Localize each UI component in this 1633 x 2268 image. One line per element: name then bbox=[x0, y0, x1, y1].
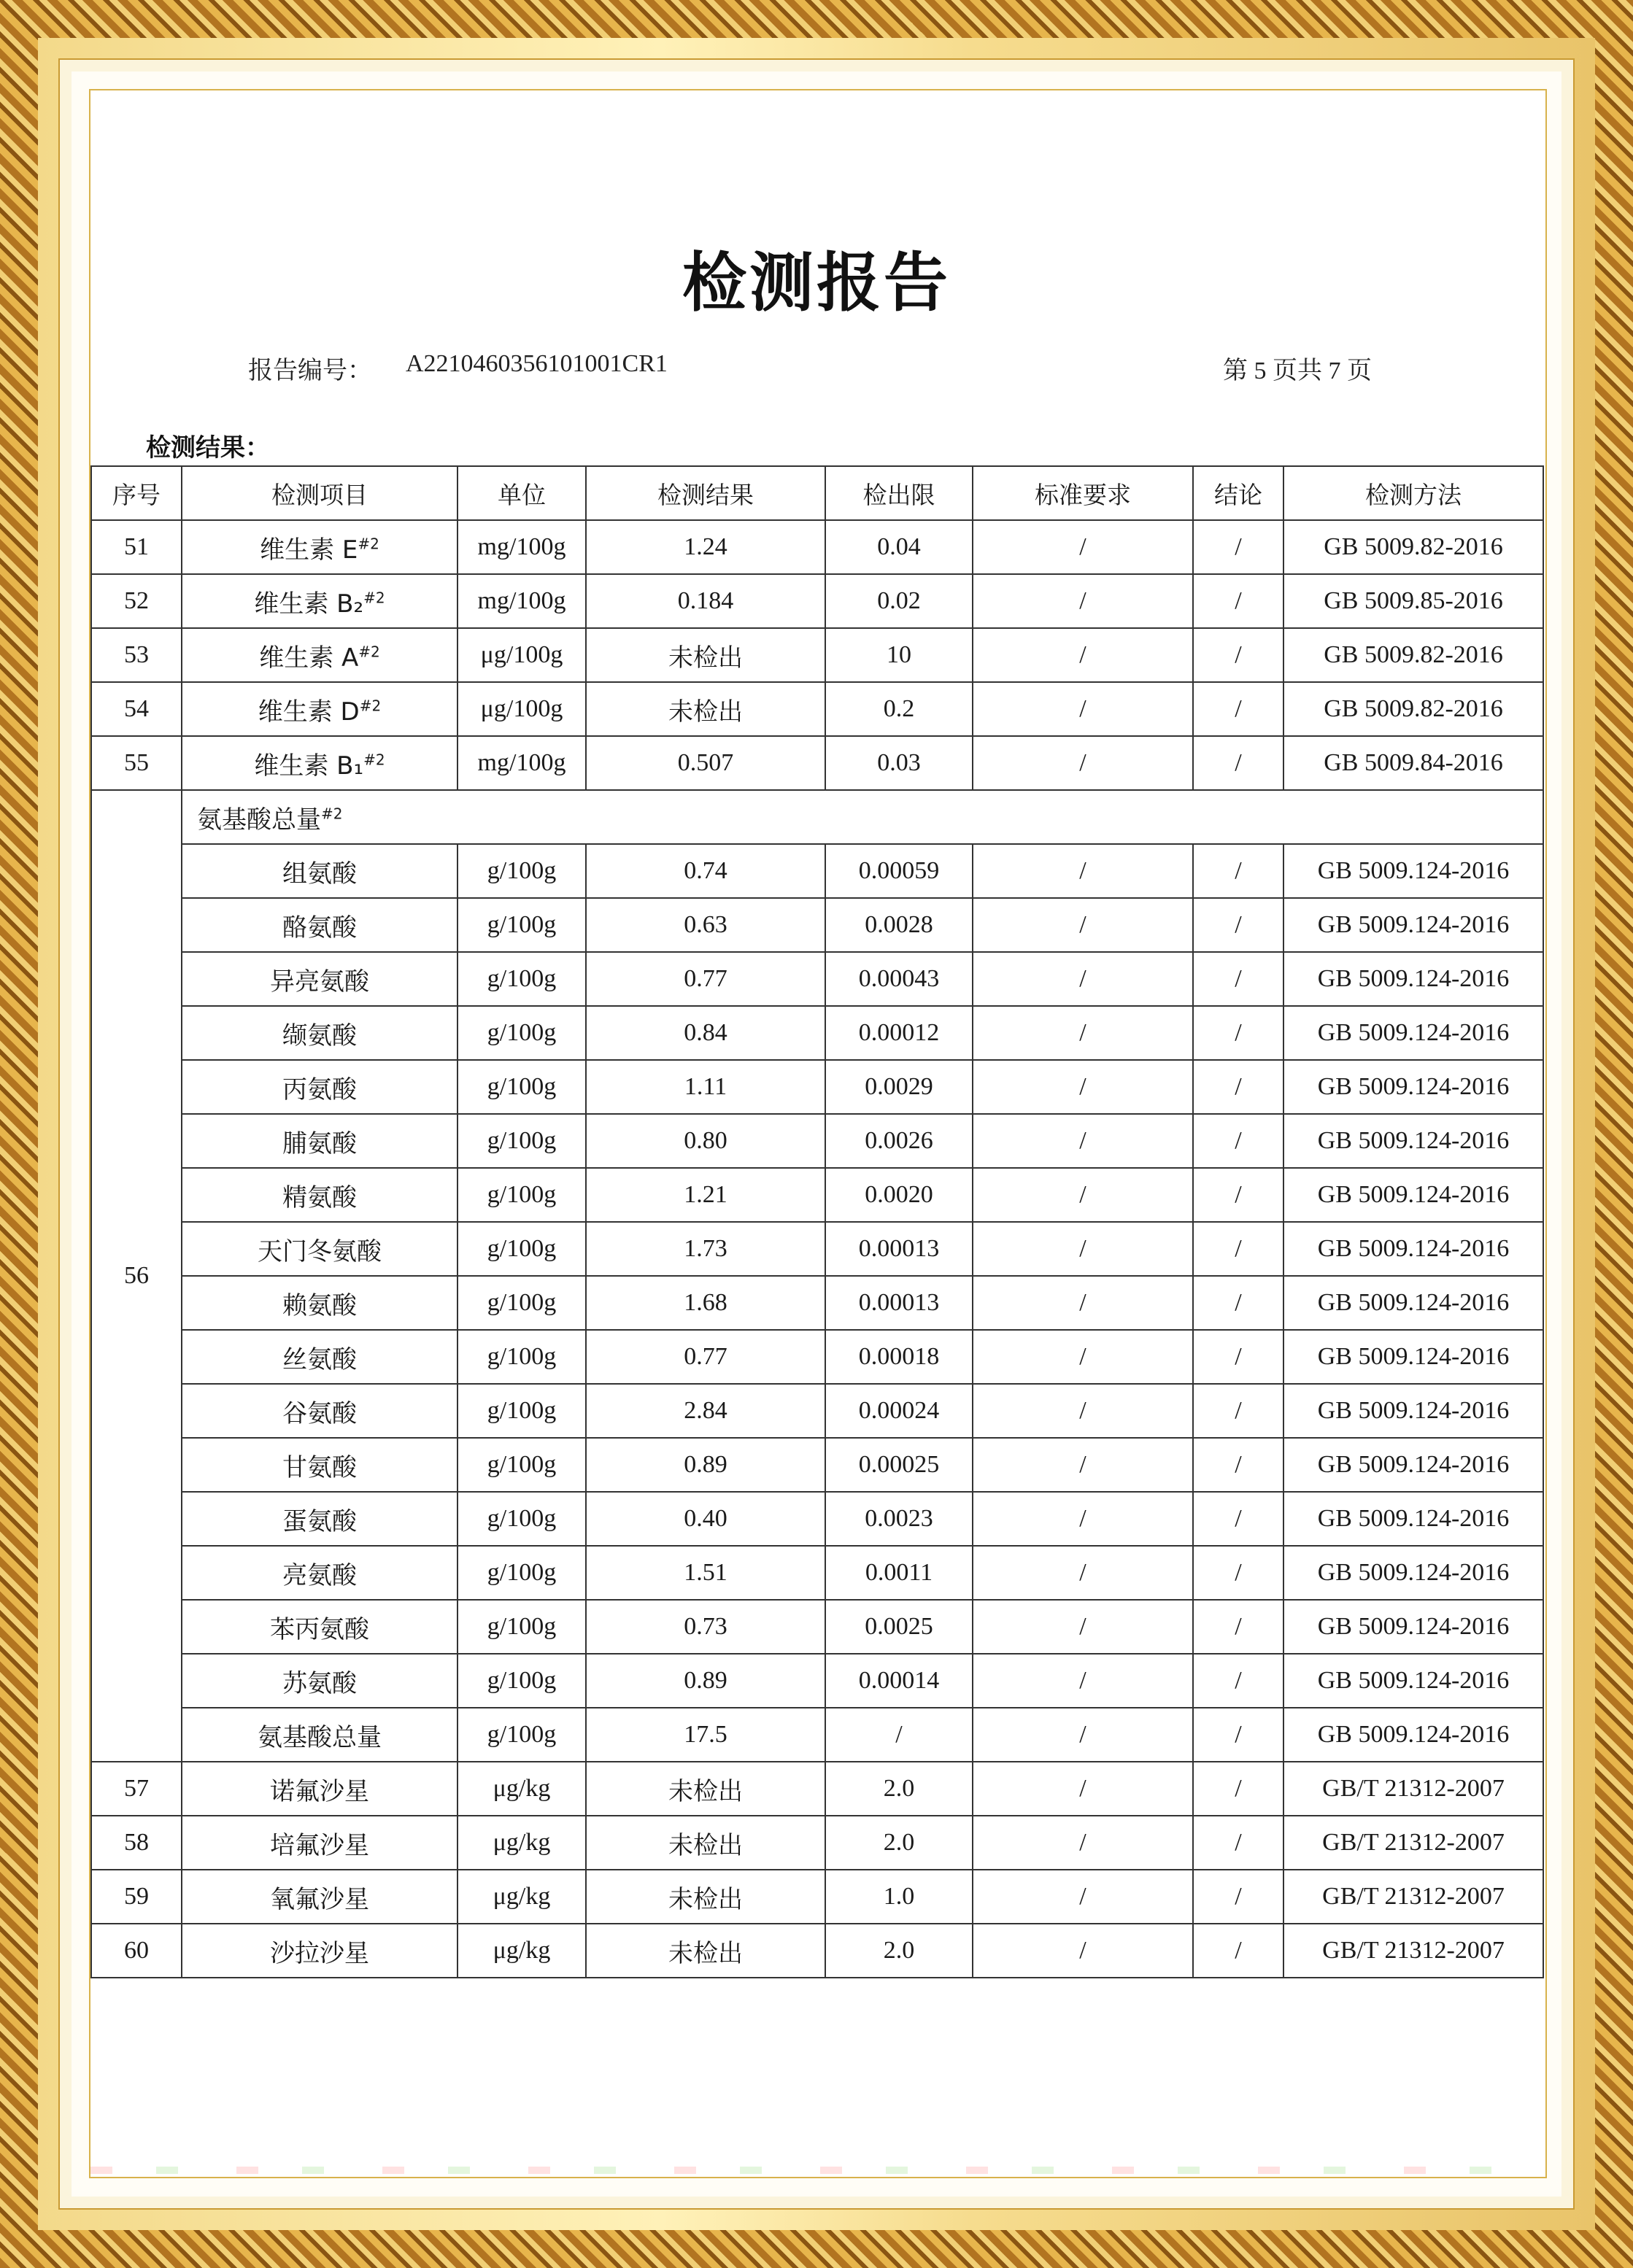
table-row bbox=[91, 1924, 1543, 1978]
table-header-row bbox=[91, 466, 1543, 520]
cell-item bbox=[182, 1708, 458, 1762]
cell-result: 未检出 bbox=[586, 1870, 825, 1924]
cell-conclusion: / bbox=[1193, 1708, 1283, 1762]
item-name: 氨基酸总量 bbox=[258, 1722, 382, 1752]
cell-unit: g/100g bbox=[458, 1600, 586, 1654]
cell-unit: g/100g bbox=[458, 898, 586, 952]
cell-item bbox=[182, 1114, 458, 1168]
cell-unit: μg/100g bbox=[458, 628, 586, 682]
cell-no: 55 bbox=[91, 736, 182, 790]
cell-no: 56 bbox=[91, 790, 182, 1762]
table-row bbox=[91, 736, 1543, 790]
item-name: 赖氨酸 bbox=[282, 1290, 357, 1320]
cell-conclusion: / bbox=[1193, 1384, 1283, 1438]
cell-method: GB 5009.124-2016 bbox=[1283, 1708, 1543, 1762]
cell-method: GB 5009.124-2016 bbox=[1283, 952, 1543, 1006]
cell-conclusion: / bbox=[1193, 1762, 1283, 1816]
cell-requirement: / bbox=[973, 1006, 1193, 1060]
cell-conclusion: / bbox=[1193, 628, 1283, 682]
cell-item bbox=[182, 1222, 458, 1276]
report-number-label: 报告编号： bbox=[248, 357, 372, 384]
item-name: 苯丙氨酸 bbox=[270, 1614, 369, 1644]
cell-requirement: / bbox=[973, 1708, 1193, 1762]
cell-limit: 2.0 bbox=[825, 1762, 973, 1816]
cell-result: 0.63 bbox=[586, 898, 825, 952]
table-body bbox=[91, 520, 1543, 1978]
item-name: 培氟沙星 bbox=[270, 1830, 369, 1860]
item-footnote-mark: #2 bbox=[358, 643, 380, 661]
cell-unit: g/100g bbox=[458, 1168, 586, 1222]
cell-unit: g/100g bbox=[458, 1438, 586, 1492]
cell-requirement: / bbox=[973, 1600, 1193, 1654]
table-row bbox=[91, 1060, 1543, 1114]
cell-conclusion: / bbox=[1193, 1654, 1283, 1708]
item-name: 脯氨酸 bbox=[282, 1129, 357, 1158]
cell-conclusion: / bbox=[1193, 736, 1283, 790]
cell-item bbox=[182, 1654, 458, 1708]
cell-result: 0.80 bbox=[586, 1114, 825, 1168]
cell-unit: g/100g bbox=[458, 844, 586, 898]
cell-method: GB 5009.124-2016 bbox=[1283, 1114, 1543, 1168]
table-row bbox=[91, 520, 1543, 574]
cell-limit: 0.0026 bbox=[825, 1114, 973, 1168]
cell-requirement: / bbox=[973, 1654, 1193, 1708]
cell-item bbox=[182, 1060, 458, 1114]
cell-unit: g/100g bbox=[458, 1222, 586, 1276]
table-row bbox=[91, 1762, 1543, 1816]
page-indicator: 第 5 页共 7 页 bbox=[1223, 357, 1372, 384]
cell-item bbox=[182, 1330, 458, 1384]
cell-item bbox=[182, 520, 458, 574]
cell-limit: 2.0 bbox=[825, 1924, 973, 1978]
table-row bbox=[91, 898, 1543, 952]
cell-limit: 1.0 bbox=[825, 1870, 973, 1924]
item-name: 天门冬氨酸 bbox=[258, 1236, 382, 1266]
cell-method: GB 5009.124-2016 bbox=[1283, 1492, 1543, 1546]
cell-limit: 0.0023 bbox=[825, 1492, 973, 1546]
cell-unit: g/100g bbox=[458, 1492, 586, 1546]
cell-limit: 0.0020 bbox=[825, 1168, 973, 1222]
item-name: 酪氨酸 bbox=[282, 913, 357, 943]
cell-item bbox=[182, 1924, 458, 1978]
item-footnote-mark: #2 bbox=[363, 589, 385, 607]
cell-no: 60 bbox=[91, 1924, 182, 1978]
cell-method: GB 5009.124-2016 bbox=[1283, 1330, 1543, 1384]
cell-no: 59 bbox=[91, 1870, 182, 1924]
cell-requirement: / bbox=[973, 952, 1193, 1006]
item-footnote-mark: #2 bbox=[359, 697, 382, 715]
cell-limit: 0.0025 bbox=[825, 1600, 973, 1654]
cell-unit: mg/100g bbox=[458, 520, 586, 574]
cell-conclusion: / bbox=[1193, 574, 1283, 628]
cell-method: GB 5009.124-2016 bbox=[1283, 898, 1543, 952]
cell-item bbox=[182, 1006, 458, 1060]
table-row bbox=[91, 952, 1543, 1006]
item-name: 精氨酸 bbox=[282, 1183, 357, 1212]
group-title-text: 氨基酸总量 bbox=[197, 805, 321, 835]
table-row bbox=[91, 1222, 1543, 1276]
cell-unit: mg/100g bbox=[458, 574, 586, 628]
cell-conclusion: / bbox=[1193, 1006, 1283, 1060]
section-heading: 检测结果： bbox=[146, 433, 270, 462]
cell-requirement: / bbox=[973, 1330, 1193, 1384]
cell-method: GB/T 21312-2007 bbox=[1283, 1870, 1543, 1924]
cell-limit: 0.02 bbox=[825, 574, 973, 628]
cell-limit: 0.00043 bbox=[825, 952, 973, 1006]
cell-unit: μg/kg bbox=[458, 1816, 586, 1870]
cell-unit: g/100g bbox=[458, 1708, 586, 1762]
cell-limit: 0.03 bbox=[825, 736, 973, 790]
cell-conclusion: / bbox=[1193, 1870, 1283, 1924]
cell-unit: g/100g bbox=[458, 952, 586, 1006]
cell-limit: 0.00014 bbox=[825, 1654, 973, 1708]
cell-item bbox=[182, 844, 458, 898]
cell-method: GB 5009.124-2016 bbox=[1283, 1654, 1543, 1708]
cell-unit: μg/kg bbox=[458, 1762, 586, 1816]
cell-method: GB 5009.124-2016 bbox=[1283, 1600, 1543, 1654]
cell-method: GB 5009.82-2016 bbox=[1283, 520, 1543, 574]
cell-conclusion: / bbox=[1193, 520, 1283, 574]
table-row bbox=[91, 1600, 1543, 1654]
cell-conclusion: / bbox=[1193, 1816, 1283, 1870]
item-name: 诺氟沙星 bbox=[270, 1776, 369, 1806]
cell-item bbox=[182, 1276, 458, 1330]
item-name: 组氨酸 bbox=[282, 859, 357, 889]
table-row bbox=[91, 844, 1543, 898]
cell-unit: g/100g bbox=[458, 1276, 586, 1330]
cell-limit: 0.00013 bbox=[825, 1222, 973, 1276]
cell-conclusion: / bbox=[1193, 844, 1283, 898]
cell-method: GB 5009.124-2016 bbox=[1283, 1006, 1543, 1060]
item-name: 丝氨酸 bbox=[282, 1344, 357, 1374]
cell-unit: μg/kg bbox=[458, 1924, 586, 1978]
header-col-no: 序号 bbox=[91, 466, 182, 520]
cell-result: 未检出 bbox=[586, 628, 825, 682]
cell-result: 0.73 bbox=[586, 1600, 825, 1654]
cell-requirement: / bbox=[973, 1276, 1193, 1330]
cell-no: 51 bbox=[91, 520, 182, 574]
item-name: 维生素 B₂ bbox=[254, 589, 364, 619]
group-footnote-mark: #2 bbox=[321, 805, 343, 823]
cell-requirement: / bbox=[973, 1114, 1193, 1168]
cell-method: GB 5009.82-2016 bbox=[1283, 682, 1543, 736]
item-name: 维生素 E bbox=[260, 535, 358, 565]
cell-conclusion: / bbox=[1193, 1924, 1283, 1978]
table-row bbox=[91, 1114, 1543, 1168]
cell-item bbox=[182, 1168, 458, 1222]
cell-conclusion: / bbox=[1193, 1114, 1283, 1168]
cell-conclusion: / bbox=[1193, 1438, 1283, 1492]
cell-limit: 10 bbox=[825, 628, 973, 682]
report-number: A2210460356101001CR1 bbox=[406, 350, 668, 377]
cell-item bbox=[182, 1438, 458, 1492]
cell-method: GB/T 21312-2007 bbox=[1283, 1762, 1543, 1816]
cell-item bbox=[182, 1600, 458, 1654]
cell-result: 未检出 bbox=[586, 682, 825, 736]
cell-unit: g/100g bbox=[458, 1546, 586, 1600]
cell-method: GB/T 21312-2007 bbox=[1283, 1816, 1543, 1870]
item-name: 蛋氨酸 bbox=[282, 1506, 357, 1536]
table-row bbox=[91, 1492, 1543, 1546]
cell-result: 0.77 bbox=[586, 952, 825, 1006]
cell-method: GB 5009.124-2016 bbox=[1283, 1222, 1543, 1276]
table-row bbox=[91, 1708, 1543, 1762]
cell-result: 未检出 bbox=[586, 1816, 825, 1870]
cell-result: 未检出 bbox=[586, 1924, 825, 1978]
header-col-item: 检测项目 bbox=[182, 466, 458, 520]
cell-no: 52 bbox=[91, 574, 182, 628]
cell-item bbox=[182, 628, 458, 682]
cell-method: GB 5009.124-2016 bbox=[1283, 844, 1543, 898]
cell-limit: 0.0029 bbox=[825, 1060, 973, 1114]
item-name: 苏氨酸 bbox=[282, 1668, 357, 1698]
cell-result: 0.507 bbox=[586, 736, 825, 790]
cell-requirement: / bbox=[973, 898, 1193, 952]
cell-limit: 0.00013 bbox=[825, 1276, 973, 1330]
cell-no: 58 bbox=[91, 1816, 182, 1870]
cell-requirement: / bbox=[973, 682, 1193, 736]
cell-requirement: / bbox=[973, 1168, 1193, 1222]
cell-unit: g/100g bbox=[458, 1060, 586, 1114]
cell-result: 0.74 bbox=[586, 844, 825, 898]
item-name: 亮氨酸 bbox=[282, 1560, 357, 1590]
table-row bbox=[91, 1654, 1543, 1708]
cell-limit: 2.0 bbox=[825, 1816, 973, 1870]
cell-item bbox=[182, 574, 458, 628]
item-name: 谷氨酸 bbox=[282, 1398, 357, 1428]
cell-item bbox=[182, 1546, 458, 1600]
cell-result: 1.73 bbox=[586, 1222, 825, 1276]
cell-requirement: / bbox=[973, 520, 1193, 574]
item-name: 氧氟沙星 bbox=[270, 1884, 369, 1914]
cell-item bbox=[182, 1762, 458, 1816]
cell-requirement: / bbox=[973, 1762, 1193, 1816]
item-footnote-mark: #2 bbox=[358, 535, 379, 553]
cell-item bbox=[182, 1870, 458, 1924]
header-col-requirement: 标准要求 bbox=[973, 466, 1193, 520]
cell-method: GB 5009.124-2016 bbox=[1283, 1276, 1543, 1330]
cell-requirement: / bbox=[973, 1384, 1193, 1438]
cell-result: 0.40 bbox=[586, 1492, 825, 1546]
cell-result: 0.184 bbox=[586, 574, 825, 628]
header-col-method: 检测方法 bbox=[1283, 466, 1543, 520]
cell-conclusion: / bbox=[1193, 1276, 1283, 1330]
cell-limit: 0.00059 bbox=[825, 844, 973, 898]
header-col-limit: 检出限 bbox=[825, 466, 973, 520]
cell-method: GB 5009.124-2016 bbox=[1283, 1060, 1543, 1114]
cell-requirement: / bbox=[973, 628, 1193, 682]
cell-result: 1.21 bbox=[586, 1168, 825, 1222]
cell-requirement: / bbox=[973, 844, 1193, 898]
cell-result: 2.84 bbox=[586, 1384, 825, 1438]
cell-conclusion: / bbox=[1193, 1492, 1283, 1546]
cell-item bbox=[182, 1384, 458, 1438]
cell-result: 1.24 bbox=[586, 520, 825, 574]
cell-limit: 0.2 bbox=[825, 682, 973, 736]
cell-item bbox=[182, 1816, 458, 1870]
cell-limit: 0.04 bbox=[825, 520, 973, 574]
cell-requirement: / bbox=[973, 1492, 1193, 1546]
cell-conclusion: / bbox=[1193, 1546, 1283, 1600]
cell-item bbox=[182, 682, 458, 736]
table-row bbox=[91, 574, 1543, 628]
cell-result: 17.5 bbox=[586, 1708, 825, 1762]
cell-conclusion: / bbox=[1193, 952, 1283, 1006]
frame-bottom-strip bbox=[90, 2167, 1543, 2174]
table-row bbox=[91, 1870, 1543, 1924]
table-row bbox=[91, 1438, 1543, 1492]
cell-conclusion: / bbox=[1193, 682, 1283, 736]
cell-unit: g/100g bbox=[458, 1114, 586, 1168]
item-name: 异亮氨酸 bbox=[270, 967, 369, 996]
item-footnote-mark: #2 bbox=[363, 751, 385, 769]
cell-result: 0.89 bbox=[586, 1438, 825, 1492]
cell-method: GB 5009.124-2016 bbox=[1283, 1546, 1543, 1600]
cell-unit: g/100g bbox=[458, 1330, 586, 1384]
table-row bbox=[91, 1384, 1543, 1438]
cell-unit: μg/kg bbox=[458, 1870, 586, 1924]
cell-limit: 0.00012 bbox=[825, 1006, 973, 1060]
cell-requirement: / bbox=[973, 1924, 1193, 1978]
item-name: 甘氨酸 bbox=[282, 1452, 357, 1482]
cell-result: 0.89 bbox=[586, 1654, 825, 1708]
cell-requirement: / bbox=[973, 1438, 1193, 1492]
cell-method: GB 5009.124-2016 bbox=[1283, 1168, 1543, 1222]
cell-item bbox=[182, 952, 458, 1006]
table-row bbox=[91, 682, 1543, 736]
cell-unit: g/100g bbox=[458, 1654, 586, 1708]
cell-method: GB 5009.84-2016 bbox=[1283, 736, 1543, 790]
cell-conclusion: / bbox=[1193, 1330, 1283, 1384]
cell-unit: mg/100g bbox=[458, 736, 586, 790]
cell-requirement: / bbox=[973, 1546, 1193, 1600]
cell-requirement: / bbox=[973, 1222, 1193, 1276]
header-col-result: 检测结果 bbox=[586, 466, 825, 520]
table-row bbox=[91, 1816, 1543, 1870]
cell-unit: μg/100g bbox=[458, 682, 586, 736]
table-row bbox=[91, 1276, 1543, 1330]
table-row bbox=[91, 1546, 1543, 1600]
cell-method: GB 5009.82-2016 bbox=[1283, 628, 1543, 682]
cell-conclusion: / bbox=[1193, 1168, 1283, 1222]
cell-result: 0.77 bbox=[586, 1330, 825, 1384]
cell-limit: 0.0028 bbox=[825, 898, 973, 952]
cell-requirement: / bbox=[973, 736, 1193, 790]
cell-limit: 0.00024 bbox=[825, 1384, 973, 1438]
cell-item bbox=[182, 898, 458, 952]
cell-method: GB 5009.85-2016 bbox=[1283, 574, 1543, 628]
item-name: 维生素 D bbox=[258, 697, 360, 727]
cell-conclusion: / bbox=[1193, 1222, 1283, 1276]
cell-result: 未检出 bbox=[586, 1762, 825, 1816]
item-name: 沙拉沙星 bbox=[270, 1938, 369, 1968]
cell-unit: g/100g bbox=[458, 1006, 586, 1060]
table-row bbox=[91, 1006, 1543, 1060]
cell-item bbox=[182, 736, 458, 790]
cell-requirement: / bbox=[973, 1060, 1193, 1114]
cell-limit: 0.00018 bbox=[825, 1330, 973, 1384]
cell-conclusion: / bbox=[1193, 1600, 1283, 1654]
table-row-group-title bbox=[91, 790, 1543, 844]
item-name: 丙氨酸 bbox=[282, 1075, 357, 1104]
header-col-conclusion: 结论 bbox=[1193, 466, 1283, 520]
cell-requirement: / bbox=[973, 1870, 1193, 1924]
cell-unit: g/100g bbox=[458, 1384, 586, 1438]
cell-no: 57 bbox=[91, 1762, 182, 1816]
cell-method: GB 5009.124-2016 bbox=[1283, 1438, 1543, 1492]
cell-limit: / bbox=[825, 1708, 973, 1762]
cell-result: 1.68 bbox=[586, 1276, 825, 1330]
cell-item bbox=[182, 1492, 458, 1546]
cell-limit: 0.0011 bbox=[825, 1546, 973, 1600]
item-name: 维生素 A bbox=[259, 643, 359, 673]
cell-conclusion: / bbox=[1193, 898, 1283, 952]
item-name: 维生素 B₁ bbox=[254, 751, 364, 781]
cell-result: 1.11 bbox=[586, 1060, 825, 1114]
table-row bbox=[91, 1330, 1543, 1384]
cell-no: 53 bbox=[91, 628, 182, 682]
report-title: 检测报告 bbox=[682, 245, 951, 320]
results-table bbox=[90, 465, 1544, 1978]
cell-limit: 0.00025 bbox=[825, 1438, 973, 1492]
cell-method: GB 5009.124-2016 bbox=[1283, 1384, 1543, 1438]
table-row bbox=[91, 1168, 1543, 1222]
header-col-unit: 单位 bbox=[458, 466, 586, 520]
cell-conclusion: / bbox=[1193, 1060, 1283, 1114]
item-name: 缬氨酸 bbox=[282, 1021, 357, 1050]
group-title bbox=[182, 790, 1543, 844]
table-row bbox=[91, 628, 1543, 682]
cell-result: 1.51 bbox=[586, 1546, 825, 1600]
cell-requirement: / bbox=[973, 574, 1193, 628]
cell-result: 0.84 bbox=[586, 1006, 825, 1060]
cell-method: GB/T 21312-2007 bbox=[1283, 1924, 1543, 1978]
cell-requirement: / bbox=[973, 1816, 1193, 1870]
cell-no: 54 bbox=[91, 682, 182, 736]
